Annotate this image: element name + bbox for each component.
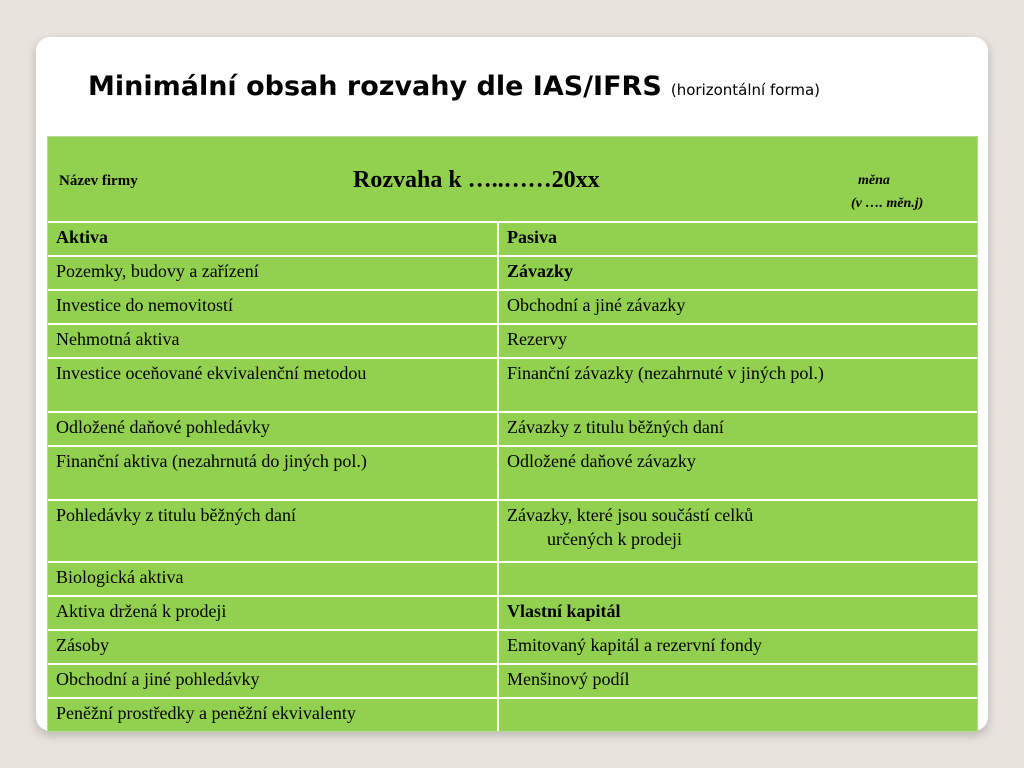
balance-sheet-date-label: Rozvaha k …..……20xx: [353, 167, 600, 193]
table-row-headings: [48, 223, 977, 257]
asset-item: Peněžní prostředky a peněžní ekvivalenty: [48, 699, 499, 731]
asset-item: Pohledávky z titulu běžných daní: [48, 501, 499, 561]
slide: [36, 37, 988, 731]
table-row: [48, 699, 977, 731]
asset-item: Zásoby: [48, 631, 499, 663]
table-header: [48, 137, 977, 223]
currency-unit-label: (v …. měn.j): [851, 196, 924, 211]
empty-cell: [499, 699, 977, 731]
table-row: [48, 359, 977, 413]
title-subtitle: (horizontální forma): [670, 81, 820, 99]
table-row: [48, 291, 977, 325]
equity-item: Emitovaný kapitál a rezervní fondy: [499, 631, 977, 663]
asset-item: Odložené daňové pohledávky: [48, 413, 499, 445]
liability-item: Rezervy: [499, 325, 977, 357]
currency-label: měna: [858, 173, 890, 188]
liability-item: [499, 501, 977, 561]
liability-item: Obchodní a jiné závazky: [499, 291, 977, 323]
assets-heading: Aktiva: [48, 223, 499, 255]
asset-item: Biologická aktiva: [48, 563, 499, 595]
title-main: Minimální obsah rozvahy dle IAS/IFRS: [88, 71, 662, 102]
asset-item: Investice do nemovitostí: [48, 291, 499, 323]
table-row: [48, 563, 977, 597]
table-row: [48, 447, 977, 501]
asset-item: Pozemky, budovy a zařízení: [48, 257, 499, 289]
table-row: [48, 631, 977, 665]
liability-item: Odložené daňové závazky: [499, 447, 977, 499]
table-row: [48, 413, 977, 447]
page-title: [88, 71, 820, 102]
asset-item: Nehmotná aktiva: [48, 325, 499, 357]
asset-item: Finanční aktiva (nezahrnutá do jiných pol.): [48, 447, 499, 499]
liability-item-line1: Závazky, které jsou součástí celků: [507, 505, 754, 525]
liability-item: Závazky z titulu běžných daní: [499, 413, 977, 445]
liabilities-heading: Pasiva: [499, 223, 977, 255]
balance-sheet-table: [47, 136, 978, 732]
empty-cell: [499, 563, 977, 595]
table-row: [48, 325, 977, 359]
table-row: [48, 501, 977, 563]
asset-item: Aktiva držená k prodeji: [48, 597, 499, 629]
asset-item: Obchodní a jiné pohledávky: [48, 665, 499, 697]
table-row: [48, 665, 977, 699]
equity-item: Menšinový podíl: [499, 665, 977, 697]
liability-item: Finanční závazky (nezahrnuté v jiných pol.): [499, 359, 977, 411]
asset-item: Investice oceňované ekvivalenční metodou: [48, 359, 499, 411]
liability-item-line2: určených k prodeji: [547, 529, 682, 549]
firm-name-label: Název firmy: [59, 173, 138, 189]
table-row: [48, 597, 977, 631]
table-row: [48, 257, 977, 291]
equity-heading: Vlastní kapitál: [499, 597, 977, 629]
liabilities-subheading: Závazky: [499, 257, 977, 289]
